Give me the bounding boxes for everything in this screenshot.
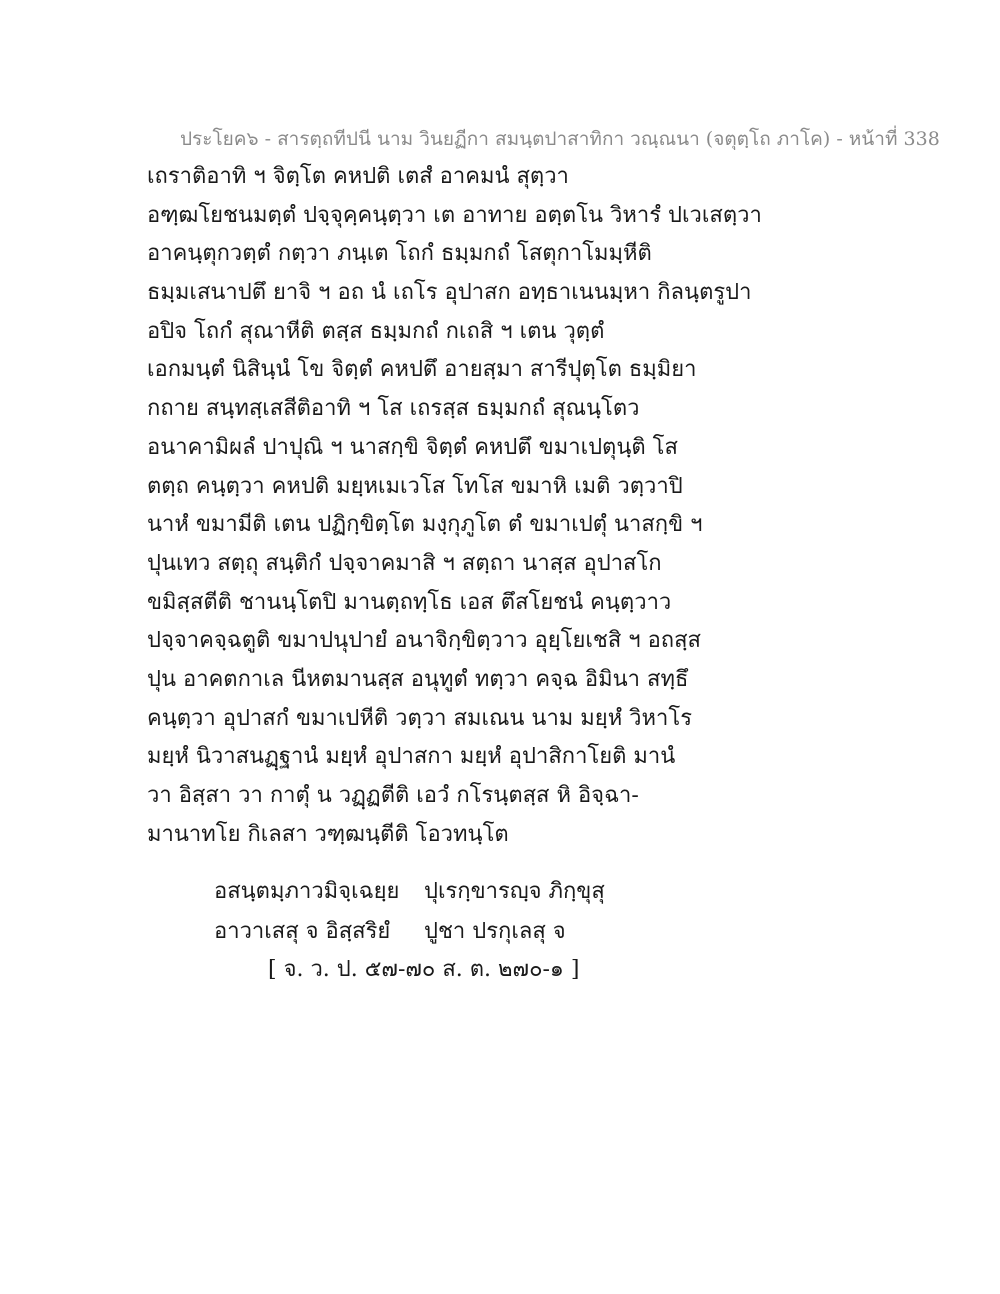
verse-block (214, 872, 605, 952)
text-line: ปุน อาคตกาเล นีหตมานสฺส อนุทูตํ ทตฺวา คจฺฉ อิมินา สทฺธึ (147, 666, 689, 692)
verse-right: ปุเรกฺขารญฺจ ภิกฺขุสุ (424, 879, 605, 904)
text-line: ตตฺถ คนฺตฺวา คหปติ มยฺหเมเวโส โทโส ขมาหิ เมติ วตฺวาปิ (147, 473, 683, 499)
verse-right: ปูชา ปรกุเลสุ จ (424, 919, 566, 944)
text-line: ธมฺมเสนาปตึ ยาจิ ฯ อถ นํ เถโร อุปาสก อทฺธาเนนมฺหา กิลนฺตรูปา (147, 280, 752, 306)
text-line: ขมิสฺสตีติ ชานนฺโตปิ มานตฺถทฺโธ เอส ตึสโยชนํ คนฺตฺวาว (147, 589, 672, 615)
text-line: กถาย สนฺทสฺเสสีติอาทิ ฯ โส เถรสฺส ธมฺมกถํ สุณนฺโตว (147, 396, 640, 422)
text-line: มานาทโย กิเลสา วฑฺฒนฺตีติ โอวทนฺโต (147, 821, 509, 847)
citation-reference: [ จ. ว. ป. ๕๗-๗๐ ส. ต. ๒๗๐-๑ ] (268, 957, 580, 982)
body-text (147, 158, 927, 854)
text-line: ปจฺจาคจฺฉตูติ ขมาปนุปายํ อนาจิกฺขิตฺวาว อุยฺโยเชสิ ฯ อถสฺส (147, 628, 701, 654)
text-line: ปุนเทว สตฺถุ สนฺติกํ ปจฺจาคมาสิ ฯ สตฺถา นาสฺส อุปาสโก (147, 550, 662, 576)
page-header: ประโยค๖ - สารตฺถทีปนี นาม วินยฏีกา สมนฺตปาสาทิกา วณฺณนา (จตุตฺโถ ภาโค) - หน้าที่ 338 (180, 128, 940, 150)
text-line: เถราติอาทิ ฯ จิตฺโต คหปติ เตสํ อาคมนํ สุตฺวา (147, 164, 569, 189)
text-line: นาหํ ขมามีติ เตน ปฏิกฺขิตฺโต มงฺกุภูโต ตํ ขมาเปตุํ นาสกฺขิ ฯ (147, 512, 703, 538)
text-line: เอกมนฺตํ นิสินฺนํ โข จิตฺตํ คหปตึ อายสฺมา สารีปุตฺโต ธมฺมิยา (147, 357, 697, 383)
text-line: อปิจ โถกํ สุณาหีติ ตสฺส ธมฺมกถํ กเถสิ ฯ เตน วุตฺตํ (147, 318, 605, 344)
text-line: คนฺตฺวา อุปาสกํ ขมาเปหีติ วตฺวา สมเณน นาม มยฺหํ วิหาโร (147, 705, 693, 731)
verse-row (214, 872, 605, 912)
text-line: อฑฺฒโยชนมตฺตํ ปจฺจุคฺคนฺตฺวา เต อาทาย อตฺตโน วิหารํ ปเวเสตฺวา (147, 202, 762, 228)
verse-row (214, 912, 605, 952)
text-line: อนาคามิผลํ ปาปุณิ ฯ นาสกฺขิ จิตฺตํ คหปตึ ขมาเปตุนฺติ โส (147, 434, 678, 460)
text-line: อาคนฺตุกวตฺตํ กตฺวา ภนฺเต โถกํ ธมฺมกถํ โสตุกาโมมฺหีติ (147, 241, 652, 267)
text-line: มยฺหํ นิวาสนฏฺฐานํ มยฺหํ อุปาสกา มยฺหํ อุปาสิกาโยติ มานํ (147, 744, 676, 770)
verse-left: อสนฺตมฺภาวมิจฺเฉยฺย (214, 879, 400, 904)
text-line: วา อิสฺสา วา กาตุํ น วฏฺฏตีติ เอวํ กโรนฺตสฺส หิ อิจฺฉา- (147, 783, 639, 808)
verse-left: อาวาเสสุ จ อิสฺสริยํ (214, 919, 391, 944)
